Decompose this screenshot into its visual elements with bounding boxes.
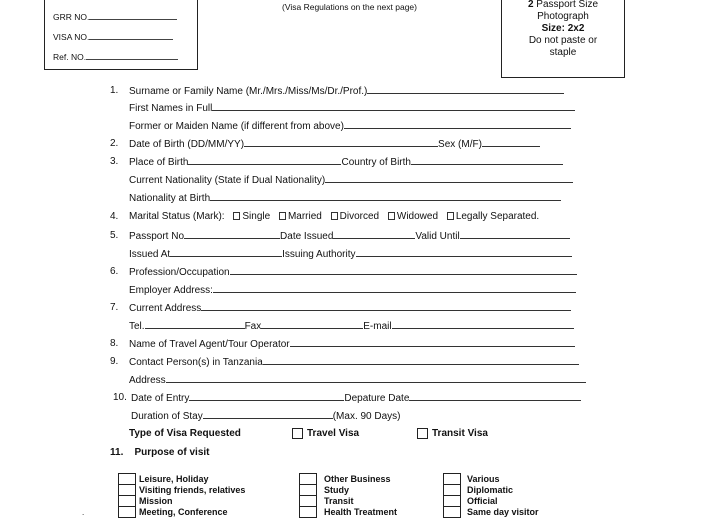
dob-row: [129, 137, 540, 151]
current-address-row: [129, 301, 571, 315]
purpose-same-day-label: Same day visitor: [467, 507, 539, 517]
former-name-field[interactable]: [344, 119, 571, 129]
date-entry-label: Date of Entry: [131, 393, 190, 404]
photo-size: Size: 2x2: [541, 23, 585, 34]
profession-label: Profession/Occupation: [129, 267, 230, 278]
footer-mark: .: [82, 508, 85, 517]
purpose-same-day-checkbox[interactable]: [443, 506, 461, 518]
purpose-health-checkbox[interactable]: [299, 506, 317, 518]
marital-status-row: [129, 210, 539, 224]
max-days-note: (Max. 90 Days): [332, 411, 401, 422]
marital-divorced-checkbox[interactable]: [331, 212, 338, 220]
email-field[interactable]: [392, 319, 574, 329]
issued-at-label: Issued At: [129, 249, 171, 260]
tel-label: Tel.: [129, 321, 145, 332]
marital-widowed-label: Widowed: [396, 211, 439, 222]
surname-field[interactable]: [367, 84, 564, 94]
current-nationality-field[interactable]: [325, 173, 573, 183]
purpose-study-label: Study: [324, 485, 350, 495]
visa-number-row: [53, 31, 173, 42]
marital-married-checkbox[interactable]: [279, 212, 286, 220]
marital-divorced-label: Divorced: [339, 211, 380, 222]
date-issued-label: Date Issued: [280, 231, 334, 242]
place-birth-field[interactable]: [188, 155, 341, 165]
former-name-row: [129, 119, 571, 133]
visa-number-label: VISA NO.: [53, 32, 90, 42]
photo-line1: Passport Size: [533, 0, 599, 10]
departure-date-field[interactable]: [409, 391, 581, 401]
marital-married-label: Married: [287, 211, 322, 222]
visa-number-field[interactable]: [89, 31, 173, 40]
first-names-field[interactable]: [212, 101, 575, 111]
grr-number-label: GRR NO.: [53, 12, 90, 22]
contact-persons-field[interactable]: [263, 355, 579, 365]
purpose-meeting-label: Meeting, Conference: [139, 507, 228, 517]
contact-numbers-row: [129, 319, 574, 333]
item-number-9: 9.: [110, 356, 119, 367]
place-birth-row: [129, 155, 563, 169]
current-nationality-label: Current Nationality (State if Dual Nationality): [129, 175, 326, 186]
ref-number-field[interactable]: [86, 51, 178, 60]
marital-single-checkbox[interactable]: [233, 212, 240, 220]
tz-address-row: [129, 373, 586, 387]
purpose-transit-label: Transit: [324, 496, 354, 506]
purpose-heading: Purpose of visit: [134, 447, 210, 458]
grr-number-field[interactable]: [89, 11, 177, 20]
issuing-authority-field[interactable]: [356, 247, 572, 257]
item-number-3: 3.: [110, 156, 119, 167]
purpose-heading-row: [110, 446, 210, 460]
marital-separated-label: Legally Separated.: [455, 211, 540, 222]
ref-number-label: Ref. NO.: [53, 52, 87, 62]
transit-visa-label: Transit Visa: [432, 428, 488, 439]
travel-visa-checkbox[interactable]: [292, 428, 303, 439]
marital-widowed-checkbox[interactable]: [388, 212, 395, 220]
photo-line2: Photograph: [537, 11, 589, 22]
visa-type-label: Type of Visa Requested: [129, 428, 241, 439]
tz-address-field[interactable]: [166, 373, 586, 383]
travel-visa-option: [292, 427, 359, 441]
travel-agent-label: Name of Travel Agent/Tour Operator: [129, 339, 290, 350]
country-birth-label: Country of Birth: [341, 157, 411, 168]
item-number-10: 10.: [113, 392, 127, 403]
passport-row: [129, 229, 570, 243]
email-label: E-mail: [363, 321, 392, 332]
dob-field[interactable]: [244, 137, 438, 147]
purpose-various-label: Various: [467, 474, 500, 484]
sex-field[interactable]: [482, 137, 540, 147]
employer-address-field[interactable]: [213, 283, 576, 293]
passport-no-field[interactable]: [184, 229, 280, 239]
country-birth-field[interactable]: [411, 155, 563, 165]
photo-line4: Do not paste or: [528, 35, 598, 46]
item-number-6: 6.: [110, 266, 119, 277]
photo-count: 2: [527, 0, 534, 10]
marital-single-label: Single: [242, 211, 271, 222]
travel-visa-label: Travel Visa: [307, 428, 360, 439]
date-entry-field[interactable]: [189, 391, 344, 401]
travel-agent-row: [129, 337, 575, 351]
passport-photo-box: [501, 0, 625, 78]
purpose-leisure-label: Leisure, Holiday: [139, 474, 209, 484]
tz-address-label: Address: [129, 375, 166, 386]
current-nationality-row: [129, 173, 573, 187]
issued-at-row: [129, 247, 572, 261]
date-issued-field[interactable]: [333, 229, 415, 239]
passport-no-label: Passport No: [129, 231, 185, 242]
item-number-5: 5.: [110, 230, 119, 241]
first-names-row: [129, 101, 575, 115]
photo-line5: staple: [549, 47, 577, 58]
item-number-4: 4.: [110, 211, 119, 222]
visa-regulations-note: (Visa Regulations on the next page): [282, 2, 417, 12]
current-address-label: Current Address: [129, 303, 202, 314]
employer-address-row: [129, 283, 576, 297]
travel-agent-field[interactable]: [290, 337, 575, 347]
duration-row: [131, 409, 401, 423]
marital-separated-checkbox[interactable]: [447, 212, 454, 220]
surname-row: [129, 84, 564, 98]
valid-until-field[interactable]: [460, 229, 570, 239]
duration-field[interactable]: [203, 409, 333, 419]
purpose-health-label: Health Treatment: [324, 507, 398, 517]
valid-until-label: Valid Until: [415, 231, 460, 242]
purpose-official-label: Official: [467, 496, 498, 506]
former-name-label: Former or Maiden Name (if different from above): [129, 121, 344, 132]
sex-label: Sex (M/F): [438, 139, 482, 150]
issued-at-field[interactable]: [170, 247, 282, 257]
first-names-label: First Names in Full: [129, 103, 213, 114]
fax-label: Fax: [244, 321, 262, 332]
purpose-meeting-checkbox[interactable]: [118, 506, 136, 518]
nationality-birth-label: Nationality at Birth: [129, 193, 211, 204]
duration-label: Duration of Stay: [131, 411, 203, 422]
item-number-1: 1.: [110, 85, 119, 96]
place-birth-label: Place of Birth: [129, 157, 189, 168]
ref-number-row: [53, 51, 178, 62]
surname-label: Surname or Family Name (Mr./Mrs./Miss/Ms/Dr./Prof.): [129, 86, 368, 97]
contact-persons-label: Contact Person(s) in Tanzania: [129, 357, 263, 368]
marital-status-label: Marital Status (Mark):: [129, 211, 225, 222]
transit-visa-checkbox[interactable]: [417, 428, 428, 439]
item-number-8: 8.: [110, 338, 119, 349]
profession-row: [129, 265, 577, 279]
purpose-number: 11.: [110, 447, 124, 458]
fax-field[interactable]: [261, 319, 363, 329]
tel-field[interactable]: [145, 319, 245, 329]
office-use-box: [44, 0, 198, 70]
purpose-mission-label: Mission: [139, 496, 173, 506]
issuing-authority-label: Issuing Authority: [282, 249, 356, 260]
current-address-field[interactable]: [201, 301, 571, 311]
travel-dates-row: [131, 391, 581, 405]
employer-address-label: Employer Address:: [129, 285, 213, 296]
nationality-birth-row: [129, 191, 561, 205]
item-number-7: 7.: [110, 302, 119, 313]
profession-field[interactable]: [230, 265, 577, 275]
nationality-birth-field[interactable]: [210, 191, 561, 201]
dob-label: Date of Birth (DD/MM/YY): [129, 139, 245, 150]
item-number-2: 2.: [110, 138, 119, 149]
transit-visa-option: [417, 427, 488, 441]
purpose-visiting-label: Visiting friends, relatives: [139, 485, 246, 495]
grr-number-row: [53, 11, 177, 22]
purpose-other-business-label: Other Business: [324, 474, 391, 484]
departure-date-label: Depature Date: [344, 393, 410, 404]
contact-persons-row: [129, 355, 579, 369]
purpose-diplomatic-label: Diplomatic: [467, 485, 514, 495]
